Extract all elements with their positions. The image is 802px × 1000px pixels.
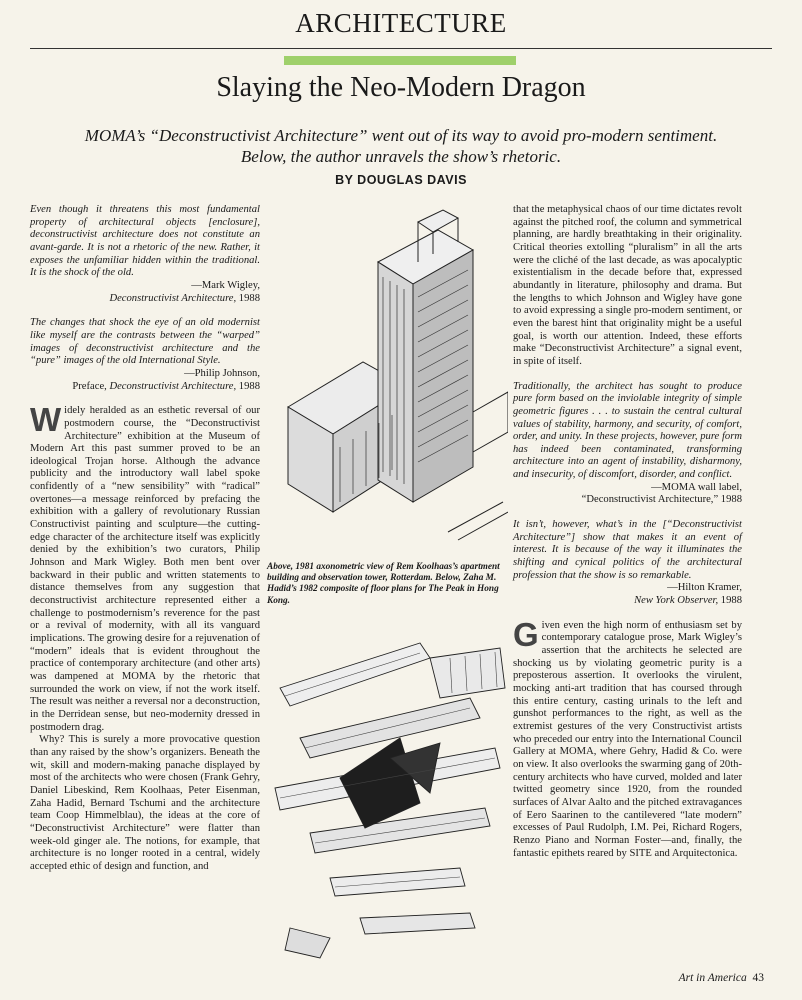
figure-caption: Above, 1981 axonometric view of Rem Koolhaas’s apartment building and observation tower, Rotterdam. Below, Zaha M. Hadid’s 1982 composite of floor plans for The Peak in Hong Kong. — [267, 562, 500, 606]
epigraph-kramer — [513, 519, 742, 608]
body-text: idely heralded as an esthetic reversal of our postmodern course, the “Deconstructivist Architecture” exhibition at the Museum of Modern Art this past summer proved to be an ideological Trojan horse. Although the advance publicity and the introductory wall label spoke confidently of a “new sensibility” with “radical” overtones—a message reinforced by prefacing the exhibition with a gallery of revolutionary Russian Constructivist painting and sculpture—the cutting-edge character of the architecture itself was explicitly denied by the exhibition’s two curators, Philip Johnson and Mark Wigley. Both men bent over backward in their public and written statements to distance themselves from any suggestion that deconstructivist architecture represented either a challenge to postmodernism’s reverence for the past or a revival of modernity, with all its vanguard implications. The growing desire for a rejuvenation of “modern” ideals that is evident throughout the practice of contemporary architecture (and other arts) was dampened at MOMA by the rhetoric that surrounded the work on view, if not the work itself. The result was neither a reversal nor a deconstruction, in the Derridean sense, but neo-modernity dressed in postmodern drag. — [30, 405, 260, 733]
epigraph-text: Traditionally, the architect has sought to produce pure form based on the inviolable integrity of simple geometric figures . . . to sustain the central cultural values of stability, harmony, and security, of comfort, order, and unity. In these projects, however, pure form has indeed been contaminated, transforming architecture into an agent of instability, disharmony, and insecurity, of discomfort, disorder, and conflict. — [513, 380, 742, 481]
epigraph-johnson — [30, 317, 260, 393]
column-right — [513, 204, 742, 860]
epigraph-text: The changes that shock the eye of an old modernist like myself are the contrasts between the “warped” images of deconstructivist architecture and the “pure” images of the old International Style. — [30, 317, 260, 367]
epigraph-author: —Mark Wigley, — [191, 279, 260, 291]
headline: Slaying the Neo-Modern Dragon — [216, 72, 586, 103]
epigraph-source — [30, 381, 260, 394]
epigraph-year: 1988 — [236, 380, 260, 392]
epigraph-text: It isn’t, however, what’s in the [“Deconstructivist Architecture”] show that makes it an event of interest. It is because of the way it illuminates the shifting and cynical politics of the architectural profession that the show is so remarkable. — [513, 519, 742, 581]
epigraph-year: 1988 — [236, 292, 260, 304]
body-paragraph: Why? This is surely a more provocative question than any raised by the show’s organizers. Beneath the wit, skill and modern-making panache displayed by most of the architects who were chosen (Frank Gehry, Daniel Libeskind, Rem Koolhaas, Peter Eisenman, Zaha Hadid, Bernard Tschumi and the architecture team Coop Himmelblau), the ideas at the core of “Deconstructivist Architecture” were flatter than week-old ginger ale. The notions, for example, that architecture is no longer rooted in a central, widely accepted ethic of design and function, and — [30, 734, 260, 872]
body-paragraph — [513, 615, 742, 860]
column-left — [30, 204, 260, 873]
epigraph-moma — [513, 381, 742, 508]
epigraph-wigley — [30, 204, 260, 305]
deck: MOMA’s “Deconstructivist Architecture” went out of its way to avoid pro-modern sentiment. Below, the author unravels the show’s rhetoric. — [84, 126, 718, 166]
page-number: 43 — [752, 972, 764, 984]
epigraph-author: —MOMA wall label, — [651, 481, 742, 493]
drop-cap: W — [30, 401, 62, 439]
body-paragraph — [30, 401, 260, 734]
magazine-name: Art in America — [678, 972, 747, 984]
header-rule — [30, 48, 772, 49]
epigraph-source-title: Deconstructivist Architecture, — [109, 380, 237, 392]
body-text: iven even the high norm of enthusiasm set by contemporary catalogue prose, Mark Wigley’s assertion that the architects he selected are shocking us by violating geometric purity is a preposterous assertion. It overlooks the virulent, mocking anti-art tradition that has coursed through this entire century, casting urinals to the left and gunshot performances to the right, as well as the extremist gestures of the very Constructivist artists who preceded our entry into the International Council Gallery at MOMA, where Gehry, Hadid & Co. were on view. It also overlooks the swarming gang of 20th-century architects who have curved, molded and later twitted geometry since 1920, from the rounded surfaces of Alvar Aalto and the pitched extravagances of Eero Saarinen to the cantilevered “late modern” excesses of Paul Rudolph, I.M. Pei, Richard Rogers, Renzo Piano and Norman Foster—and, finally, the fantastic epithets reared by SITE and Arquitectonica. — [513, 619, 742, 859]
epigraph-source: “Deconstructivist Architecture,” 1988 — [581, 494, 742, 506]
section-label: ARCHITECTURE — [295, 8, 507, 38]
koolhaas-axonometric-illustration — [268, 202, 508, 557]
accent-bar — [284, 56, 516, 65]
epigraph-text: Even though it threatens this most fundamental property of architectural objects [enclosure], deconstructivist architecture does not constitute an avant-garde. It is not a rhetoric of the new. Rather, it exposes the unfamiliar hidden within the traditional. It is the shock of the old. — [30, 204, 260, 279]
epigraph-author: —Hilton Kramer, — [667, 582, 742, 594]
epigraph-prefix: Preface, — [72, 380, 110, 392]
drop-cap: G — [513, 615, 539, 653]
epigraph-source-title: New York Observer, — [634, 595, 719, 607]
epigraph-year: 1988 — [718, 595, 742, 607]
epigraph-source-title: Deconstructivist Architecture, — [109, 292, 237, 304]
body-paragraph: that the metaphysical chaos of our time dictates revolt against the pitched roof, the column and symmetrical planning, are hardly breathtaking in their originality. Critical theories extolling “pluralism” in all the arts were the cliché of the last decade, as was apocalyptic existentialism in the decade before that, expressed abundantly in literature, philosophy and drama. But the lengths to which Johnson and Wigley have gone to avoid expressing a single pro-modern sentiment, or even the barest hint that originality might be a useful goal, is worth our attention. Indeed, these efforts make “Deconstructivist Architecture” a signal event, in spite of itself. — [513, 204, 742, 367]
page-footer — [679, 972, 764, 984]
hadid-floor-plans-illustration — [270, 628, 510, 970]
epigraph-source — [30, 293, 260, 306]
epigraph-source — [513, 595, 742, 608]
byline: BY DOUGLAS DAVIS — [335, 173, 467, 187]
epigraph-author: —Philip Johnson, — [184, 367, 260, 379]
